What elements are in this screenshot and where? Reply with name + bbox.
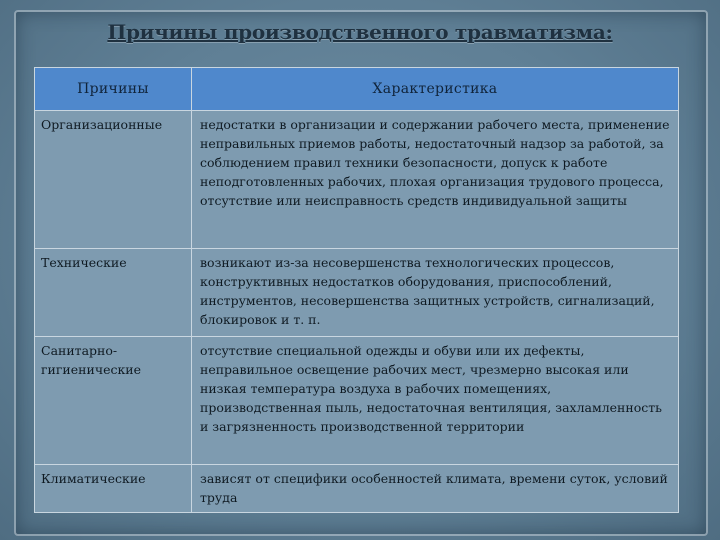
cause-cell: Организационные xyxy=(35,111,192,249)
header-causes: Причины xyxy=(35,68,192,111)
table-row xyxy=(35,111,679,249)
cause-cell: Технические xyxy=(35,249,192,337)
causes-table xyxy=(34,67,679,513)
table-row xyxy=(35,249,679,337)
description-cell: возникают из-за несовершенства технологических процессов, конструктивных недостатков оборудования, приспособлений, инструментов, несовершенства защитных устройств, сигнализаций, блокировок и т. п. xyxy=(192,249,679,337)
description-cell: отсутствие специальной одежды и обуви или их дефекты, неправильное освещение рабочих мест, чрезмерно высокая или низкая температура воздуха в рабочих помещениях, производственная пыль, недостаточная вентиляция, захламленность и загрязненность производственной территории xyxy=(192,337,679,465)
description-cell: зависят от специфики особенностей климата, времени суток, условий труда xyxy=(192,465,679,513)
description-cell: недостатки в организации и содержании рабочего места, применение неправильных приемов работы, недостаточный надзор за работой, за соблюдением правил техники безопасности, допуск к работе неподготовленных рабочих, плохая организация трудового процесса, отсутствие или неисправность средств индивидуальной защиты xyxy=(192,111,679,249)
header-characteristics: Характеристика xyxy=(192,68,679,111)
cause-cell: Санитарно-гигиенические xyxy=(35,337,192,465)
table-row xyxy=(35,337,679,465)
table-row xyxy=(35,465,679,513)
table-header-row xyxy=(35,68,679,111)
cause-cell: Климатические xyxy=(35,465,192,513)
page-title: Причины производственного травматизма: xyxy=(107,20,613,44)
